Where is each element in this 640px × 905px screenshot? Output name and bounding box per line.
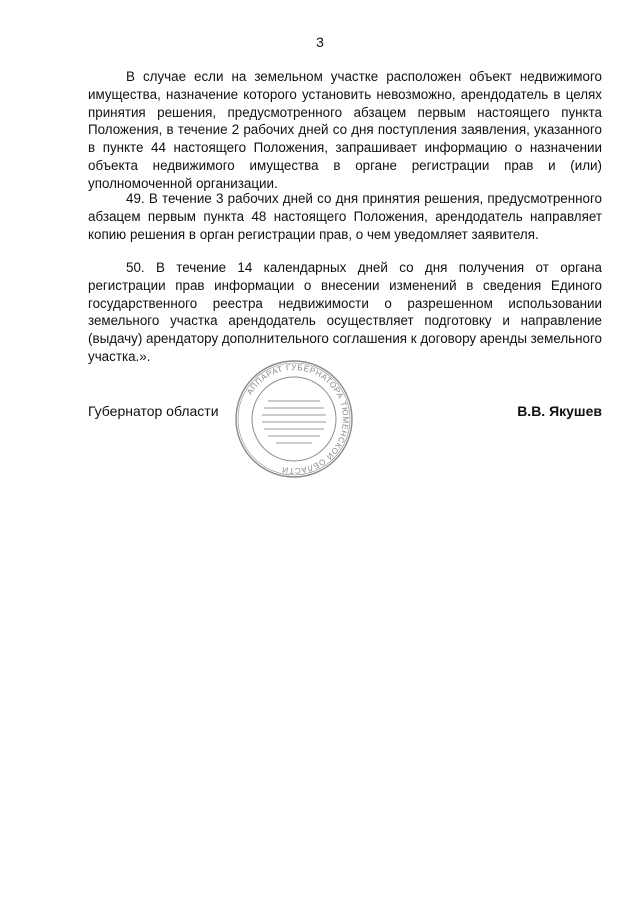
signature-block <box>88 403 602 423</box>
paragraph-49: 49. В течение 3 рабочих дней со дня принятия решения, предусмотренного абзацем первым пункта 48 настоящего Положения, арендодатель направляет копию решения в орган регистрации прав, о чем уведомляет заявителя. <box>88 191 602 242</box>
paragraph-50: 50. В течение 14 календарных дней со дня получения от органа регистрации прав информации о внесении изменений в сведения Единого государственного реестра недвижимости о разрешенном использовании земельного участка арендодатель осуществляет подготовку и направление (выдачу) арендатору дополнительного соглашения к договору аренды земельного участка.». <box>88 260 602 364</box>
paragraph-intro: В случае если на земельном участке расположен объект недвижимого имущества, назначение которого установить невозможно, арендодатель в целях принятия решения, предусмотренного абзацем первым настоящего пункта Положения, в течение 2 рабочих дней со дня поступления заявления, указанного в пункте 44 настоящего Положения, запрашивает информацию о назначении объекта недвижимого имущества в органе регистрации прав и (или) уполномоченной организации. <box>88 69 602 191</box>
seal-ring-text: АППАРАТ ГУБЕРНАТОРА ТЮМЕНСКОЙ ОБЛАСТИ <box>245 362 351 476</box>
signatory-name: В.В. Якушев <box>517 403 602 419</box>
page-number: 3 <box>316 34 324 50</box>
signatory-title: Губернатор области <box>88 403 219 419</box>
